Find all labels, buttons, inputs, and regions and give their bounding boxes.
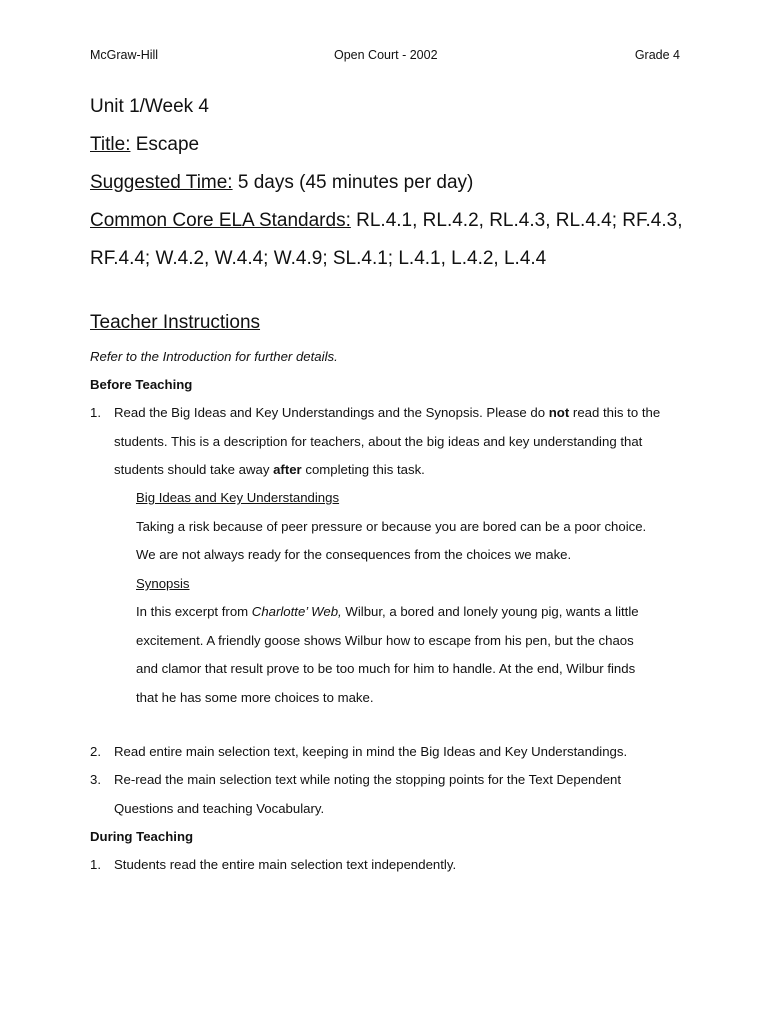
item-number: 2. bbox=[90, 744, 101, 759]
header-grade: Grade 4 bbox=[634, 48, 680, 62]
text-run: Wilbur, a bored and lonely young pig, wants a little bbox=[341, 604, 639, 619]
emphasis-not: not bbox=[548, 405, 570, 420]
before-item-1-line-2: students. This is a description for teachers, about the big ideas and key understanding that bbox=[114, 434, 643, 449]
suggested-time-line bbox=[90, 171, 473, 195]
intro-note: Refer to the Introduction for further details. bbox=[90, 349, 338, 364]
big-ideas-line-1: Taking a risk because of peer pressure or because you are bored can be a poor choice. bbox=[136, 519, 647, 534]
before-item-3-line-2: Questions and teaching Vocabulary. bbox=[114, 801, 325, 816]
standards-label: Common Core ELA Standards: bbox=[90, 210, 351, 231]
title-line bbox=[90, 133, 199, 157]
item-number: 1. bbox=[90, 857, 101, 872]
text-run: students should take away bbox=[114, 462, 274, 477]
title-value: Escape bbox=[135, 134, 200, 155]
suggested-time-label: Suggested Time: bbox=[90, 172, 233, 193]
text-run: read this to the bbox=[569, 405, 661, 420]
during-item-1: Students read the entire main selection text independently. bbox=[114, 857, 457, 872]
before-item-1-line-3 bbox=[114, 461, 425, 478]
standards-line-1 bbox=[90, 209, 682, 233]
synopsis-line-4: that he has some more choices to make. bbox=[136, 690, 374, 705]
suggested-time-value: 5 days (45 minutes per day) bbox=[237, 172, 474, 193]
text-run: Read the Big Ideas and Key Understandings and the Synopsis. Please do bbox=[114, 405, 549, 420]
emphasis-after: after bbox=[273, 462, 302, 477]
item-number: 3. bbox=[90, 772, 101, 787]
page-header bbox=[90, 48, 680, 64]
before-item-2: Read entire main selection text, keeping in mind the Big Ideas and Key Understandings. bbox=[114, 744, 628, 759]
big-ideas-line-2: We are not always ready for the consequences from the choices we make. bbox=[136, 547, 572, 562]
text-run: In this excerpt from bbox=[136, 604, 252, 619]
text-run: completing this task. bbox=[301, 462, 425, 477]
synopsis-heading: Synopsis bbox=[136, 576, 190, 591]
standards-line-2: RF.4.4; W.4.2, W.4.4; W.4.9; SL.4.1; L.4.1, L.4.2, L.4.4 bbox=[90, 248, 547, 269]
item-number: 1. bbox=[90, 405, 101, 420]
book-title: Charlotte’ Web, bbox=[251, 604, 342, 619]
before-item-3-line-1: Re-read the main selection text while noting the stopping points for the Text Dependent bbox=[114, 772, 622, 787]
big-ideas-heading: Big Ideas and Key Understandings bbox=[136, 490, 340, 505]
teacher-instructions-heading: Teacher Instructions bbox=[90, 312, 261, 333]
unit-week: Unit 1/Week 4 bbox=[90, 96, 209, 117]
before-item-1-line-1 bbox=[114, 404, 660, 421]
synopsis-line-2: excitement. A friendly goose shows Wilbur how to escape from his pen, but the chaos bbox=[136, 633, 634, 648]
header-publisher: McGraw-Hill bbox=[90, 48, 159, 62]
during-teaching-heading: During Teaching bbox=[90, 829, 194, 844]
header-program: Open Court - 2002 bbox=[334, 48, 438, 62]
synopsis-line-3: and clamor that result prove to be too much for him to handle. At the end, Wilbur finds bbox=[136, 661, 636, 676]
before-teaching-heading: Before Teaching bbox=[90, 377, 193, 392]
synopsis-line-1 bbox=[136, 603, 639, 620]
title-label: Title: bbox=[90, 134, 131, 155]
standards-list-1: RL.4.1, RL.4.2, RL.4.3, RL.4.4; RF.4.3, bbox=[356, 210, 683, 231]
